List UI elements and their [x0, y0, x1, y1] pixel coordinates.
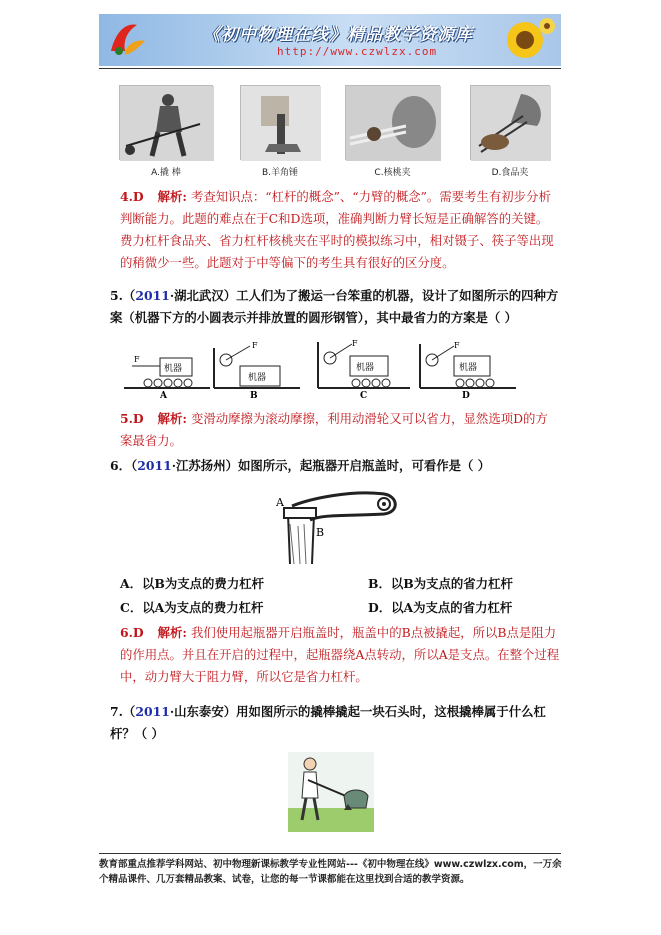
figure-crowbar — [119, 85, 213, 160]
figure-claw-hammer — [240, 85, 320, 160]
header-url[interactable]: http://www.czwlzx.com — [277, 45, 438, 58]
q5-option-c-diagram — [318, 339, 410, 400]
q7-year: 2011 — [135, 704, 170, 719]
q4-answer — [120, 186, 560, 274]
q5-c-force: F — [352, 339, 358, 348]
header-title: 《初中物理在线》精品教学资源库 — [203, 25, 473, 45]
q5-answer-label: 5.D — [120, 411, 144, 426]
q6-option-c[interactable]: C．以A为支点的费力杠杆 — [120, 600, 264, 615]
q6-jiexi-label: 解析: — [157, 625, 187, 640]
q6-answer — [120, 622, 560, 688]
q5-label-a: A — [160, 391, 167, 400]
footer-rule — [99, 853, 561, 854]
food-tongs-photo-icon — [471, 86, 551, 161]
q5-jiexi-label: 解析: — [157, 411, 187, 426]
crowbar-photo-icon — [120, 86, 214, 161]
q5-option-b-diagram — [214, 341, 300, 400]
q6-point-b: B — [316, 526, 325, 539]
q5-option-a-diagram — [124, 355, 210, 388]
q5-option-d-diagram — [420, 341, 516, 400]
figure-caption-d: D.食品夹 — [491, 168, 529, 178]
q7-worker-lever-icon — [288, 752, 374, 832]
q5-label-b: B — [250, 391, 258, 400]
figure-caption-b: B.羊角锤 — [261, 168, 299, 178]
figure-food-tongs — [470, 85, 550, 160]
q5-answer — [120, 408, 560, 452]
q6-year: 2011 — [137, 458, 172, 473]
q6-point-a: A — [276, 496, 284, 509]
claw-hammer-photo-icon — [241, 86, 321, 161]
header-banner — [99, 14, 561, 66]
q5-diagram — [120, 338, 520, 400]
q5-label-d: D — [462, 391, 470, 400]
q5-label-c: C — [360, 391, 368, 400]
q6-bottle-opener-diagram — [272, 484, 412, 564]
figure-caption-a: A.撬 棒 — [151, 168, 181, 178]
header-rule — [99, 68, 561, 69]
q4-answer-label: 4.D — [120, 189, 144, 204]
q6-option-a[interactable]: A．以B为支点的费力杠杆 — [120, 576, 264, 591]
figure-caption-c: C.核桃夹 — [374, 168, 411, 178]
q6-text: ·江苏扬州）如图所示，起瓶器开启瓶盖时，可看作是（ ） — [171, 458, 491, 473]
q5-text: ·湖北武汉）工人们为了搬运一台笨重的机器，设计了如图所示的四种方案（机器下方的小圆表示并排放置的圆形钢管），其中最省力的方案是（ ） — [110, 288, 559, 325]
q6-option-b[interactable]: B．以B为支点的省力杠杆 — [368, 576, 513, 591]
site-logo-icon — [107, 21, 147, 59]
q5-number: 5.（ — [110, 288, 136, 303]
q7-question — [110, 701, 565, 745]
q6-number: 6．（ — [110, 458, 138, 473]
q6-option-d[interactable]: D．以A为支点的省力杠杆 — [368, 600, 513, 615]
q6-question — [110, 455, 565, 477]
q5-b-force: F — [252, 341, 258, 350]
q5-c-machine: 机器 — [356, 363, 375, 373]
q6-answer-label: 6.D — [120, 625, 144, 640]
q5-year: 2011 — [135, 288, 170, 303]
q5-a-force: F — [134, 355, 140, 364]
footer-text: 教育部重点推荐学科网站、初中物理新课标教学专业性网站---《初中物理在线》www.czwlzx.com，一万余个精品课件、几万套精品教案、试卷，让您的每一节课都能在这里找到合适的教学资源。 — [99, 859, 562, 885]
q7-figure — [288, 752, 374, 832]
q7-number: 7.（ — [110, 704, 136, 719]
q4-answer-text: 考查知识点：“杠杆的概念”、“力臂的概念”。需要考生有初步分析判断能力。此题的难点在于C和D选项，准确判断力臂长短是正确解答的关键。费力杠杆食品夹、省力杠杆核桃夹在平时的模拟练习中，相对镊子、筷子等出现的稍微少一些。此题对于中等偏下的考生具有很好的区分度。 — [120, 189, 554, 270]
q5-question — [110, 285, 565, 329]
q4-jiexi-label: 解析: — [157, 189, 187, 204]
q6-answer-text: 我们使用起瓶器开启瓶盖时，瓶盖中的B点被撬起，所以B点是阻力的作用点。并且在开启的过程中，起瓶器绕A点转动，所以A是支点。在整个过程中，动力臂大于阻力臂，所以它是省力杠杆。 — [120, 625, 560, 684]
q5-b-machine: 机器 — [248, 373, 267, 383]
q5-d-machine: 机器 — [459, 363, 478, 373]
q5-answer-text: 变滑动摩擦为滚动摩擦，利用动滑轮又可以省力，显然选项D的方案最省力。 — [120, 411, 548, 448]
q7-text: ·山东泰安）用如图所示的撬棒撬起一块石头时，这根撬棒属于什么杠杆？（ ） — [110, 704, 546, 741]
sunflower-icon — [495, 16, 555, 64]
q5-d-force: F — [454, 341, 460, 350]
q5-a-machine: 机器 — [164, 364, 183, 374]
nutcracker-photo-icon — [346, 86, 441, 161]
figure-nutcracker — [345, 85, 440, 160]
